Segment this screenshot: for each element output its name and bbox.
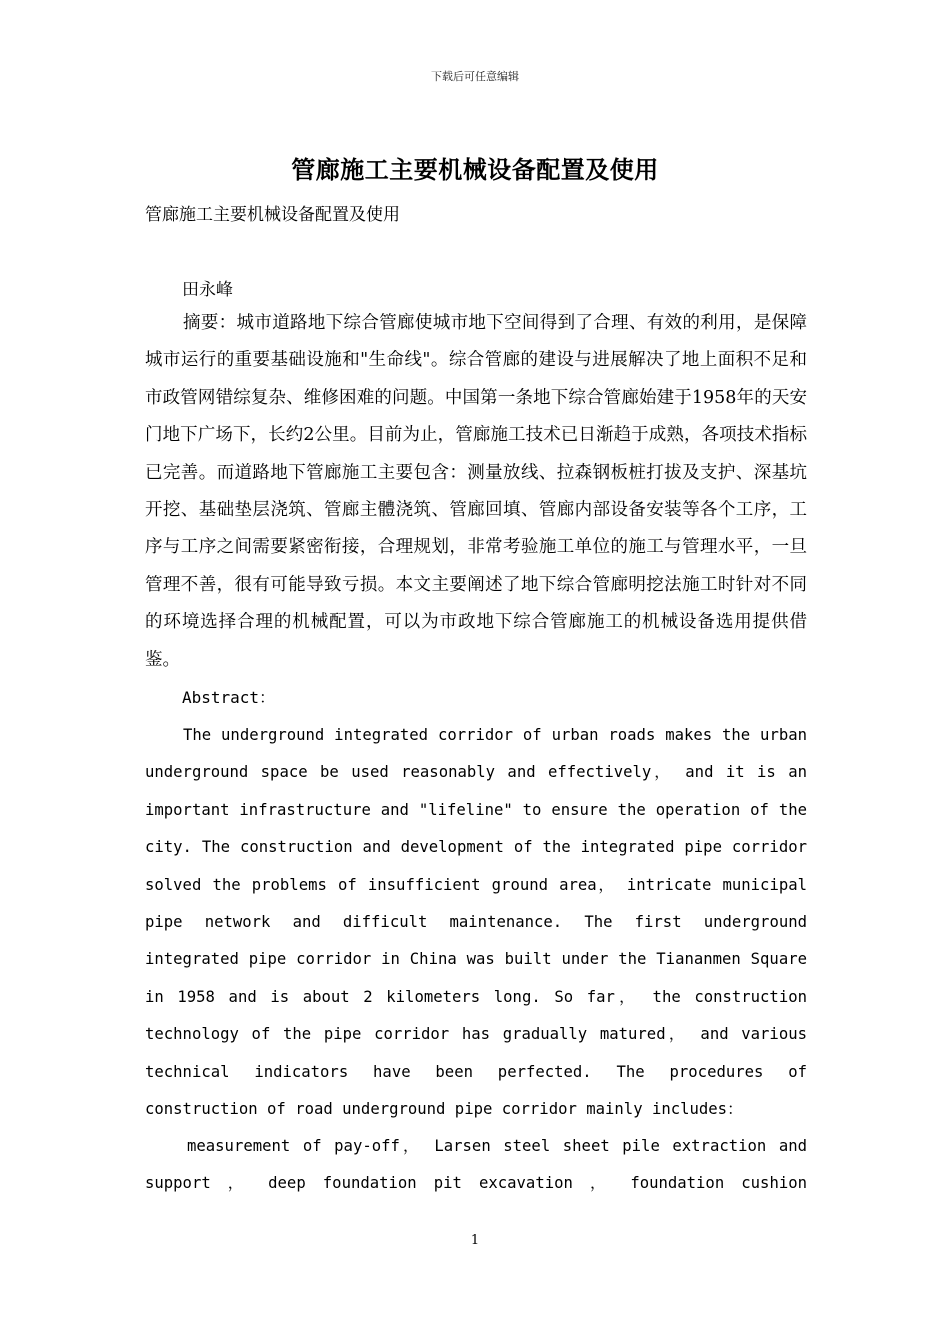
- document-subtitle: 管廊施工主要机械设备配置及使用: [145, 205, 400, 225]
- header-note: 下载后可任意编辑: [431, 70, 519, 83]
- english-abstract-paragraph: The underground integrated corridor of urban roads makes the urban underground space be used reasonably and effectively， and it is an important infrastructure and "lifeline" to ensure the operation of the city. The construction and development of the integrated pipe corridor solved the problems of insufficient ground area， intricate municipal pipe network and difficult maintenance. The first underground integrated pipe corridor in China was built under the Tiananmen Square in 1958 and is about 2 kilometers long. So far， the construction technology of the pipe corridor has gradually matured， and various technical indicators have been perfected. The procedures of construction of road underground pipe corridor mainly includes：: [145, 726, 807, 1119]
- page-number: 1: [470, 1233, 480, 1248]
- document-title: 管廊施工主要机械设备配置及使用: [291, 156, 659, 184]
- author-name: 田永峰: [182, 280, 233, 300]
- chinese-abstract: 摘要：城市道路地下综合管廊使城市地下空间得到了合理、有效的利用，是保障城市运行的重要基础设施和"生命线"。综合管廊的建设与进展解决了地上面积不足和市政管网错综复杂、维修困难的问题。中国第一条地下综合管廊始建于1958年的天安门地下广场下，长约2公里。目前为止，管廊施工技术已日渐趋于成熟，各项技术指标已完善。而道路地下管廊施工主要包含：测量放线、拉森钢板桩打拔及支护、深基坑开挖、基础垫层浇筑、管廊主體浇筑、管廊回填、管廊内部设备安装等各个工序，工序与工序之间需要紧密衔接，合理规划，非常考验施工单位的施工与管理水平，一旦管理不善，很有可能导致亏损。本文主要阐述了地下综合管廊明挖法施工时针对不同的环境选择合理的机械配置，可以为市政地下综合管廊施工的机械设备选用提供借鉴。: [145, 313, 807, 670]
- english-abstract-continuation: measurement of pay-off， Larsen steel sheet pile extraction and support ， deep foundation pit excavation ， foundation cushion: [145, 1137, 807, 1193]
- english-abstract-label: Abstract：: [182, 688, 276, 707]
